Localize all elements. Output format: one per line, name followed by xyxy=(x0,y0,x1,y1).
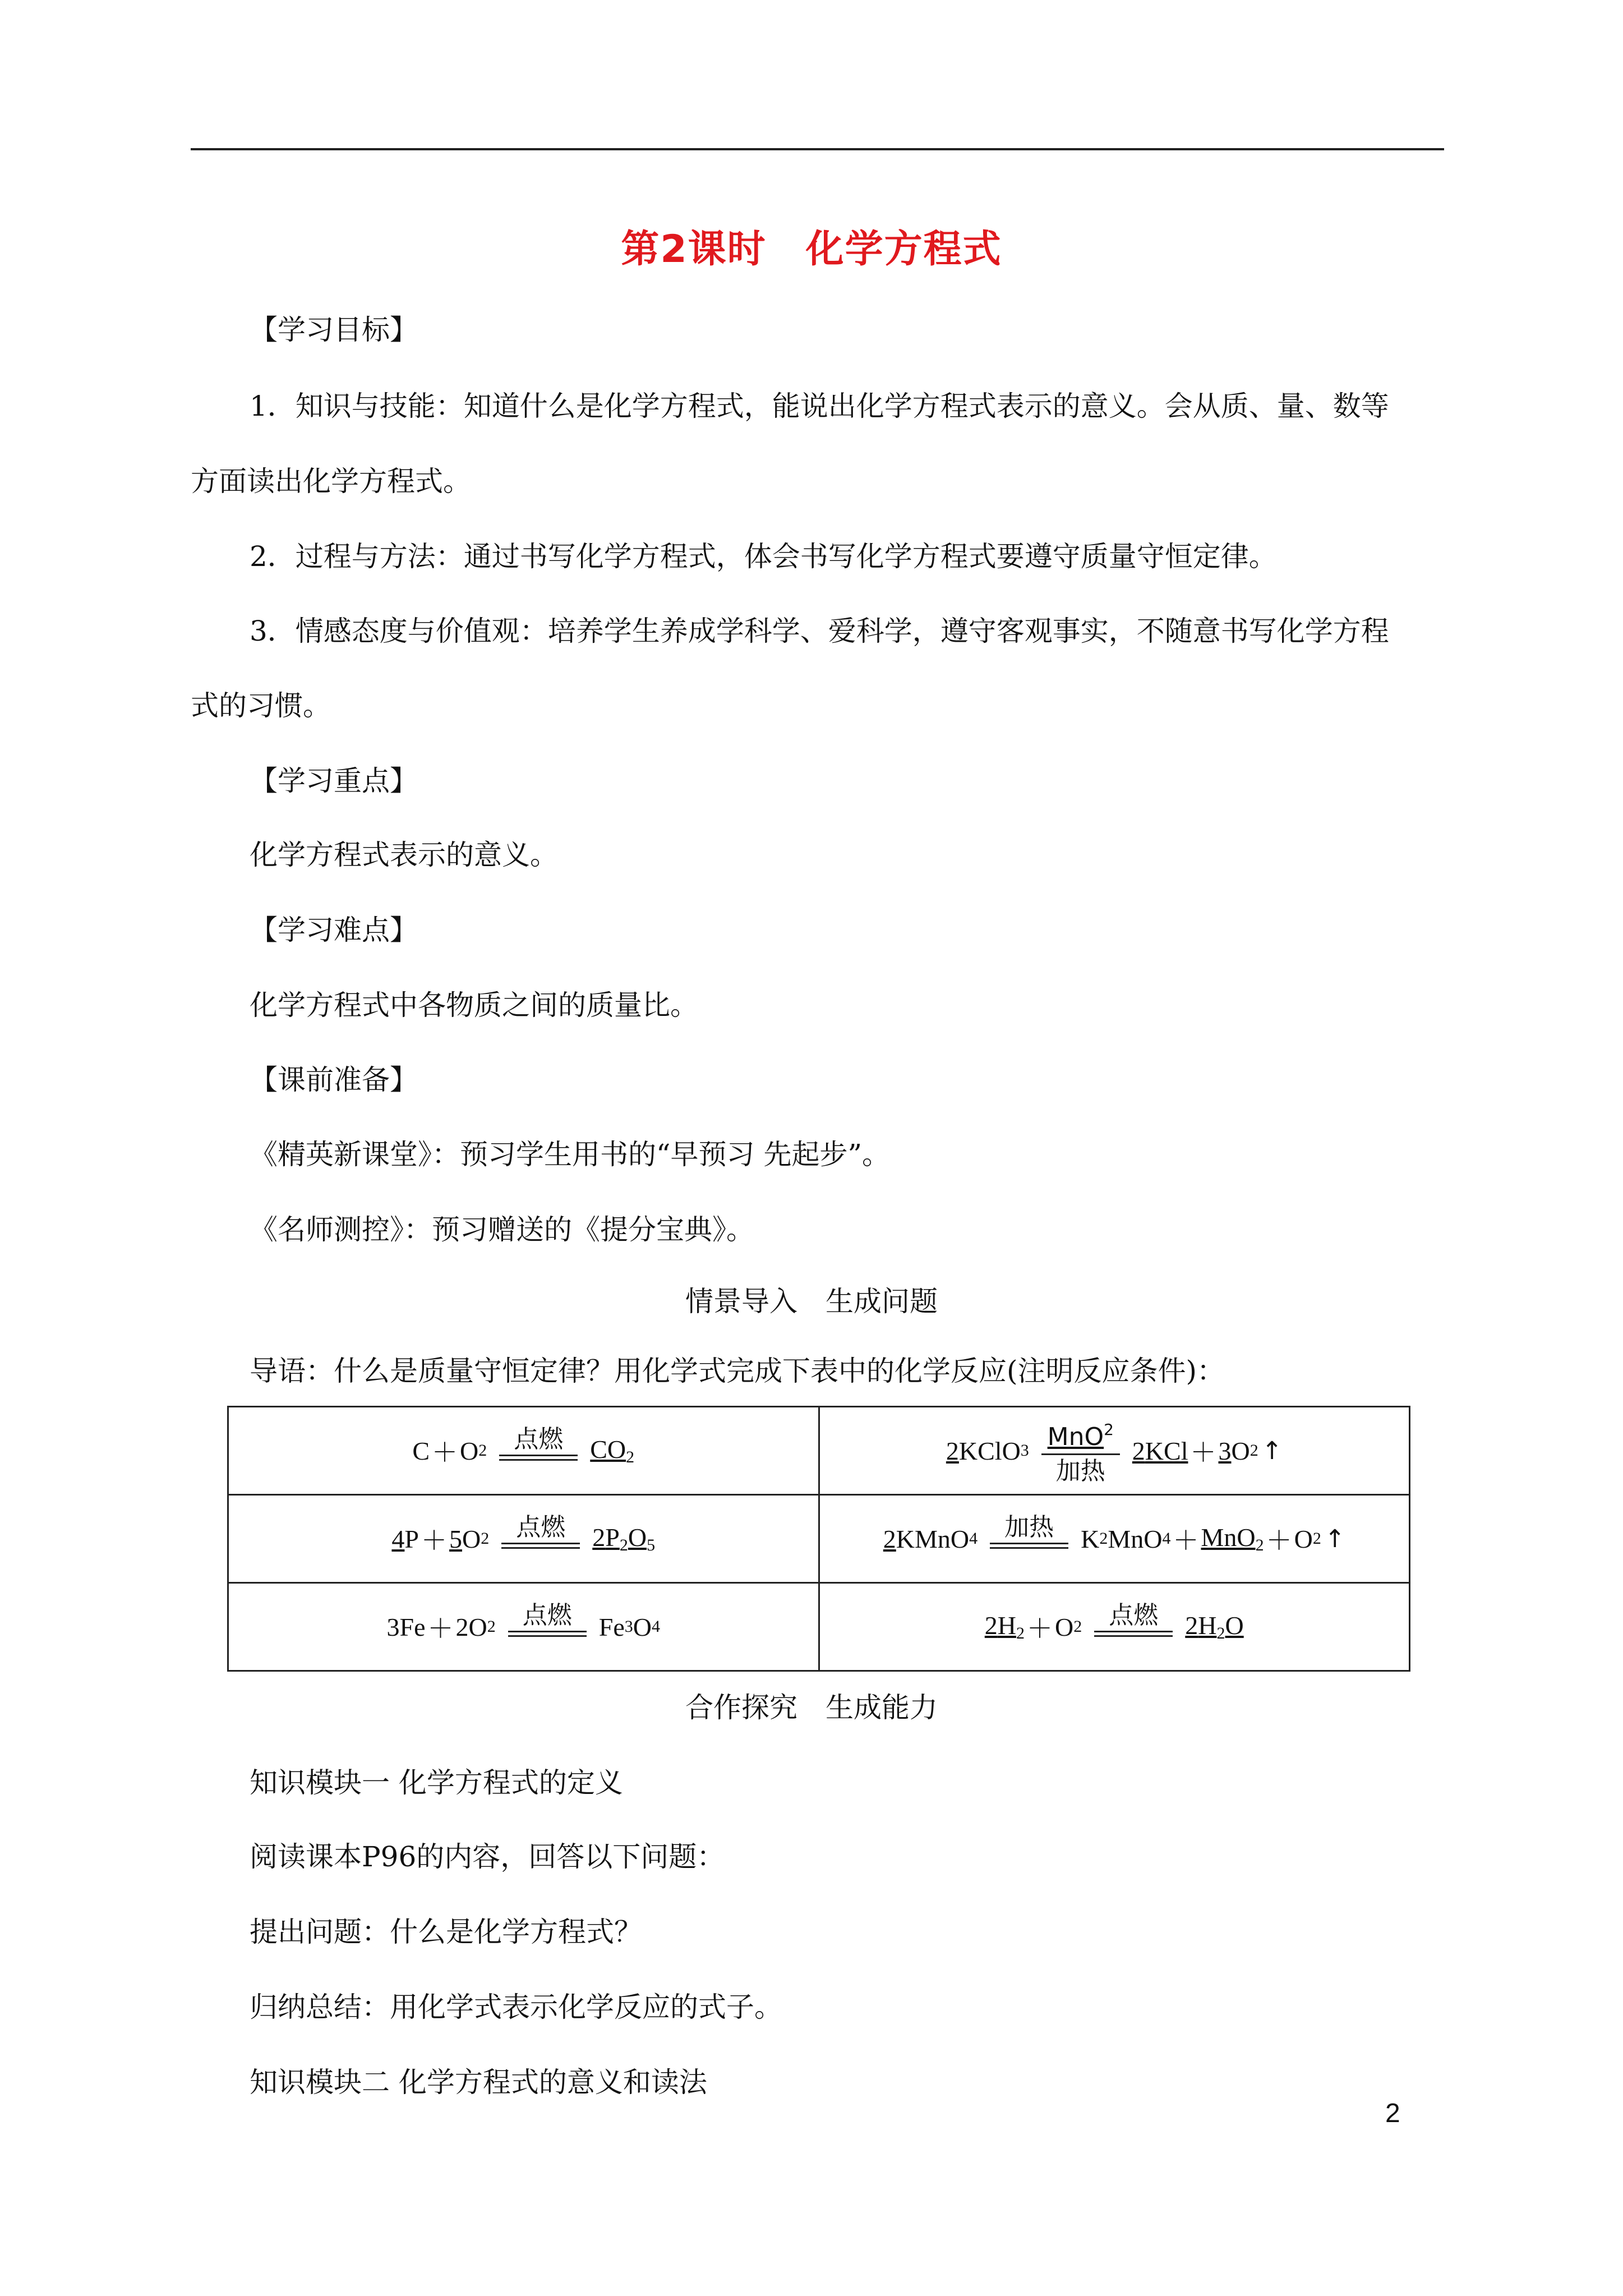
reaction-iron-oxygen: 3Fe ＋ 2O 2 点燃 Fe 3 O 4 xyxy=(228,1583,819,1671)
key-points-heading: 【学习重点】 xyxy=(250,765,418,797)
objective-2: 2．过程与方法：通过书写化学方程式，体会书写化学方程式要遵守质量守恒定律。 xyxy=(250,540,1277,573)
intro-heading: 情景导入 生成问题 xyxy=(685,1285,938,1318)
gas-arrow-icon: ↑ xyxy=(1324,1524,1345,1553)
objective-1-line-1: 1．知识与技能：知道什么是化学方程式，能说出化学方程式表示的意义。会从质、量、数等 xyxy=(250,390,1389,422)
reading-instruction: 阅读课本P96的内容，回答以下问题： xyxy=(250,1841,725,1873)
objective-3-line-2: 式的习惯。 xyxy=(191,689,331,722)
page-title: 第2课时 化学方程式 xyxy=(621,227,1002,272)
preparation-heading: 【课前准备】 xyxy=(250,1064,418,1096)
condition-arrow: 点燃 xyxy=(508,1602,587,1637)
reaction-phosphorus-oxygen: 4 P ＋ 5 O 2 点燃 $2P_2O_5$ xyxy=(228,1495,819,1583)
reaction-table xyxy=(227,1406,1410,1672)
objective-1-line-2: 方面读出化学方程式。 xyxy=(191,465,471,498)
question-text: 提出问题：什么是化学方程式？ xyxy=(250,1916,642,1948)
preparation-line-1: 《精英新课堂》：预习学生用书的“早预习 先起步”。 xyxy=(250,1138,891,1171)
catalyst-condition: $\frac{MnO^2}{\text{加热}}$ xyxy=(1041,1416,1120,1485)
condition-arrow: 点燃 xyxy=(1094,1602,1173,1637)
explore-heading: 合作探究 生成能力 xyxy=(685,1691,938,1724)
preparation-line-2: 《名师测控》：预习赠送的《提分宝典》。 xyxy=(250,1213,754,1246)
reaction-potassium-chlorate: 2 KClO 3 $\frac{MnO^2}{\text{加热}}$ 2KCl ＋ 3 O 2 ↑ xyxy=(819,1407,1410,1495)
reaction-potassium-permanganate: 2 KMnO 4 加热 K 2 MnO 4 ＋ MnO$_2$ ＋ O 2 ↑ xyxy=(819,1495,1410,1583)
intro-prompt: 导语：什么是质量守恒定律？用化学式完成下表中的化学反应(注明反应条件)： xyxy=(250,1355,1225,1387)
table-row xyxy=(228,1583,1410,1671)
objective-3-line-1: 3．情感态度与价值观：培养学生养成学科学、爱科学，遵守客观事实，不随意书写化学方程 xyxy=(250,615,1389,647)
condition-arrow: 点燃 xyxy=(499,1425,578,1461)
gas-arrow-icon: ↑ xyxy=(1261,1436,1283,1465)
condition-arrow: 点燃 xyxy=(501,1513,580,1549)
table-row xyxy=(228,1495,1410,1583)
module-1-heading: 知识模块一 化学方程式的定义 xyxy=(250,1766,623,1799)
module-2-heading: 知识模块二 化学方程式的意义和读法 xyxy=(250,2066,707,2099)
header-rule xyxy=(191,148,1444,150)
summary-text: 归纳总结：用化学式表示化学反应的式子。 xyxy=(250,1991,782,2023)
key-points-text: 化学方程式表示的意义。 xyxy=(250,839,558,871)
objectives-heading: 【学习目标】 xyxy=(250,314,418,346)
reaction-hydrogen-oxygen: $2H_2$ ＋ O 2 点燃 $2H_2O$ xyxy=(819,1583,1410,1671)
table-row xyxy=(228,1407,1410,1495)
reaction-carbon-oxygen: C ＋ O 2 点燃 $CO_2$ xyxy=(228,1407,819,1495)
difficulties-heading: 【学习难点】 xyxy=(250,914,418,946)
difficulties-text: 化学方程式中各物质之间的质量比。 xyxy=(250,989,698,1022)
page-number: 2 xyxy=(1385,2099,1400,2128)
condition-arrow: 加热 xyxy=(990,1513,1068,1549)
